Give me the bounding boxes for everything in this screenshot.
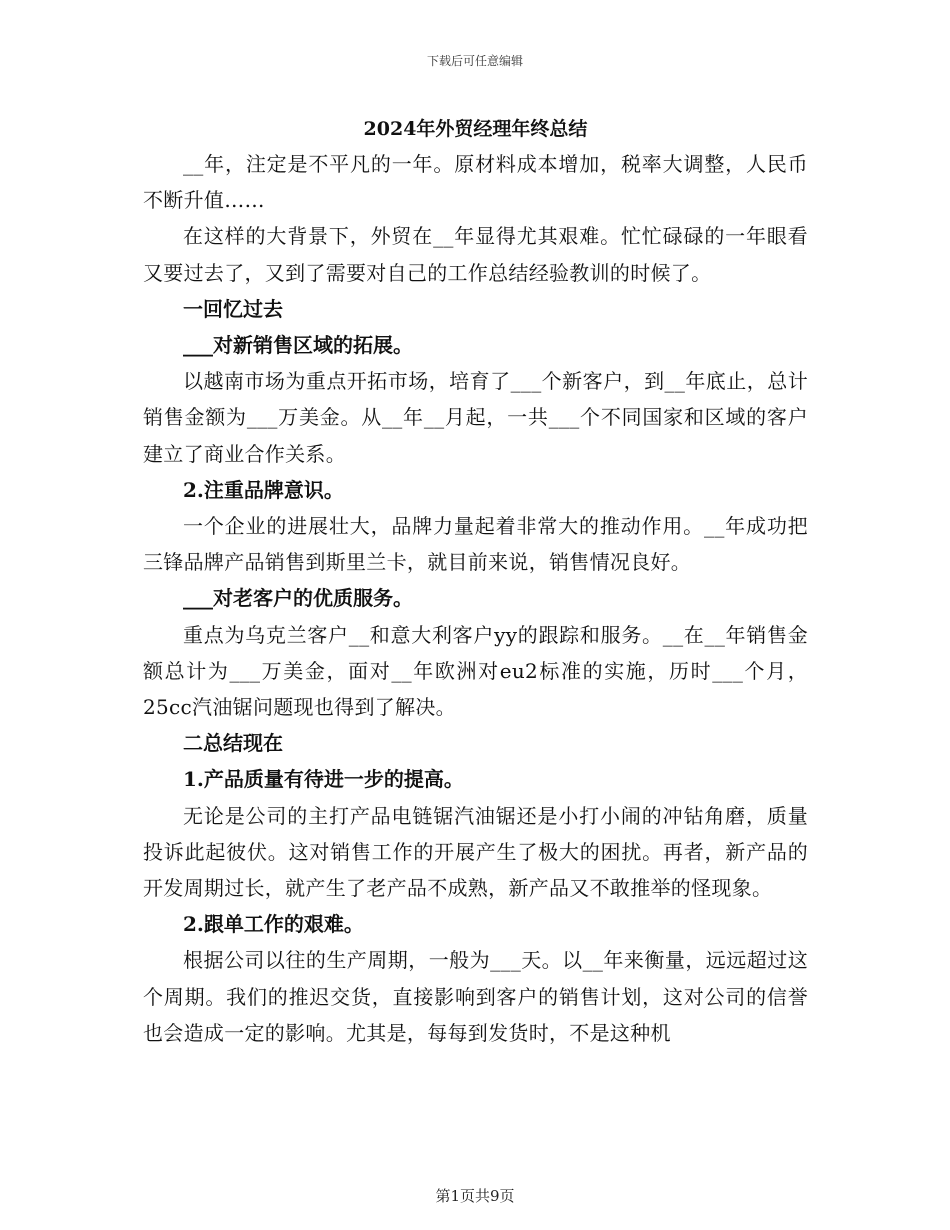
subsection-heading: ___对老客户的优质服务。: [183, 586, 413, 611]
subsection-heading: 2.跟单工作的艰难。: [183, 912, 364, 937]
page-header: 下载后可任意编辑: [426, 54, 523, 68]
paragraph: 根据公司以往的生产周期，一般为___天。以__年来衡量，远远超过这个周期。我们的推迟交货，直接影响到客户的销售计划，这对公司的信誉也会造成一定的影响。尤其是，每每到发货时，不是这种机: [143, 948, 808, 1045]
paragraph: 重点为乌克兰客户__和意大利客户yy的跟踪和服务。__在__年销售金额总计为___万美金，面对__年欧洲对eu2标准的实施，历时___个月，25cc汽油锯问题现也得到了解决。: [143, 622, 808, 720]
document-body: [143, 112, 808, 1051]
paragraph: 无论是公司的主打产品电链锯汽油锯还是小打小闹的冲钻角磨，质量投诉此起彼伏。这对销售工作的开展产生了极大的困扰。再者，新产品的开发周期过长，就产生了老产品不成熟，新产品又不敢推举的怪现象。: [143, 803, 808, 901]
subsection-heading: 2.注重品牌意识。: [183, 477, 344, 502]
subsection-heading: ___对新销售区域的拓展。: [183, 333, 413, 358]
paragraph: 一个企业的进展壮大，品牌力量起着非常大的推动作用。__年成功把三锋品牌产品销售到斯里兰卡，就目前来说，销售情况良好。: [143, 514, 808, 575]
document-title: 2024年外贸经理年终总结: [363, 118, 588, 140]
paragraph: 在这样的大背景下，外贸在__年显得尤其艰难。忙忙碌碌的一年眼看又要过去了，又到了需要对自己的工作总结经验教训的时候了。: [143, 224, 808, 285]
section-heading: 二总结现在: [183, 731, 283, 756]
section-heading: 一回忆过去: [183, 296, 283, 321]
page-footer: 第1页共9页: [435, 1187, 515, 1205]
paragraph: 以越南市场为重点开拓市场，培育了___个新客户，到__年底止，总计销售金额为___万美金。从__年__月起，一共___个不同国家和区域的客户建立了商业合作关系。: [143, 369, 808, 466]
paragraph: __年，注定是不平凡的一年。原材料成本增加，税率大调整，人民币不断升值……: [143, 152, 808, 213]
subsection-heading: 1.产品质量有待进一步的提高。: [183, 767, 464, 792]
